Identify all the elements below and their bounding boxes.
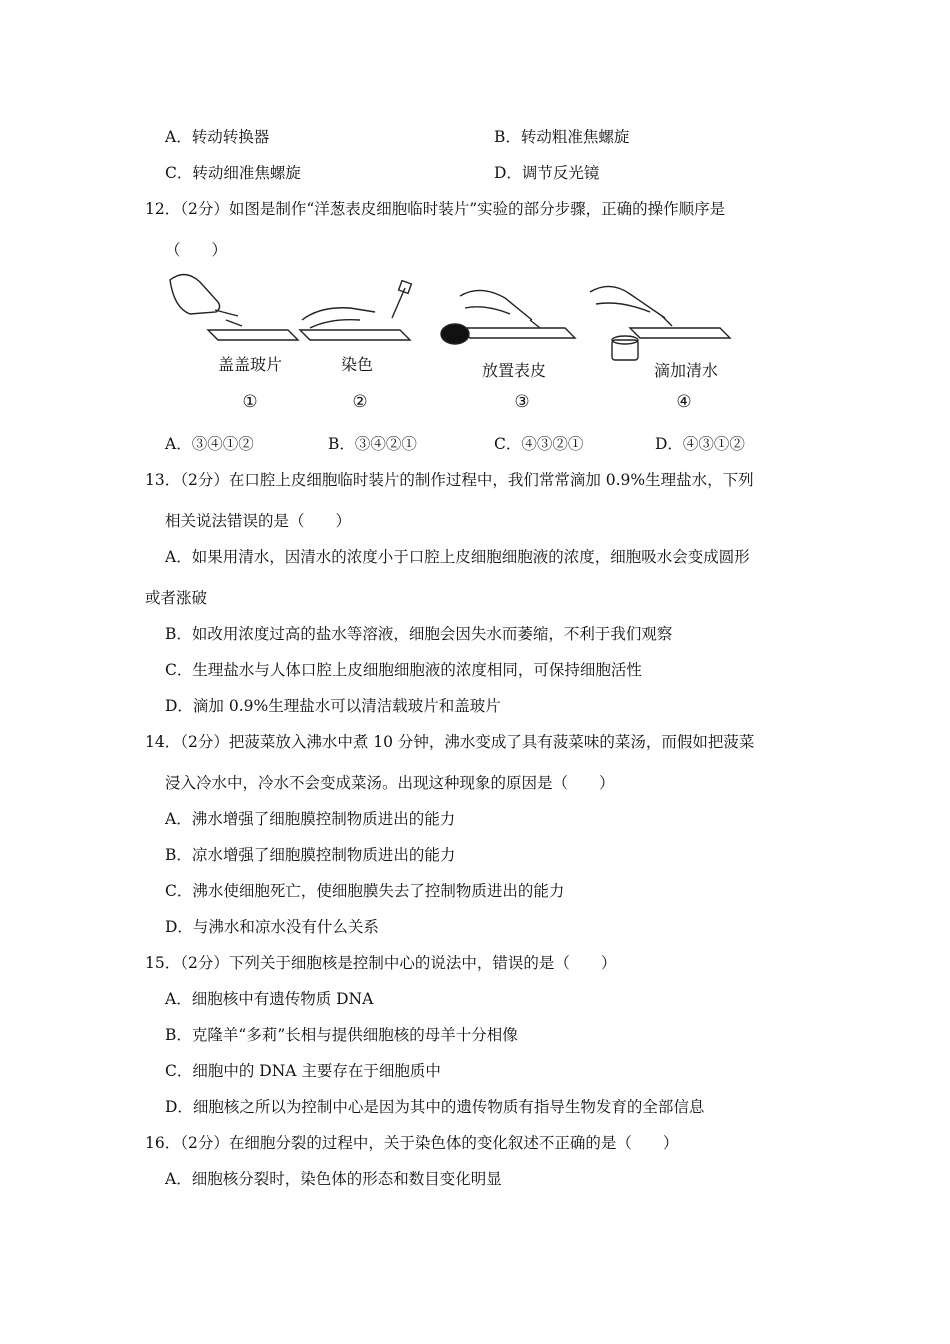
q12-figure xyxy=(160,268,760,416)
q13-option-a-line1: A．如果用清水，因清水的浓度小于口腔上皮细胞细胞液的浓度，细胞吸水会变成圆形 xyxy=(165,548,750,566)
q16-stem: 16．（2分）在细胞分裂的过程中，关于染色体的变化叙述不正确的是（ ） xyxy=(145,1134,679,1152)
q14-option-b: B．凉水增强了细胞膜控制物质进出的能力 xyxy=(165,846,456,864)
q13-option-a-line2: 或者涨破 xyxy=(145,589,208,607)
step-number-3: ③ xyxy=(514,392,530,412)
q12-option-b: B．③④②① xyxy=(328,435,417,453)
q13-stem-line1: 13．（2分）在口腔上皮细胞临时装片的制作过程中，我们常常滴加 0.9%生理盐水，下列 xyxy=(145,471,754,489)
q11-option-b: B．转动粗准焦螺旋 xyxy=(494,128,630,146)
q12-option-c: C．④③②① xyxy=(494,435,584,453)
q14-option-a: A．沸水增强了细胞膜控制物质进出的能力 xyxy=(165,810,456,828)
q14-option-c: C．沸水使细胞死亡，使细胞膜失去了控制物质进出的能力 xyxy=(165,882,565,900)
q14-stem-line2: 浸入冷水中，冷水不会变成菜汤。出现这种现象的原因是（ ） xyxy=(165,774,615,792)
q15-stem: 15．（2分）下列关于细胞核是控制中心的说法中，错误的是（ ） xyxy=(145,954,617,972)
q15-option-d: D．细胞核之所以为控制中心是因为其中的遗传物质有指导生物发育的全部信息 xyxy=(165,1098,705,1116)
q13-option-d: D．滴加 0.9%生理盐水可以清洁载玻片和盖玻片 xyxy=(165,697,501,715)
q12-option-a: A．③④①② xyxy=(165,435,254,453)
caption-place-epidermis: 放置表皮 xyxy=(481,361,546,380)
step-number-2: ② xyxy=(352,392,368,412)
q16-option-a: A．细胞核分裂时，染色体的形态和数目变化明显 xyxy=(165,1170,502,1188)
q14-stem-line1: 14．（2分）把菠菜放入沸水中煮 10 分钟，沸水变成了具有菠菜味的菜汤，而假如把菠菜 xyxy=(145,733,755,751)
q12-stem-line2: （ ） xyxy=(165,241,228,259)
q11-option-c: C．转动细准焦螺旋 xyxy=(165,164,301,182)
step-number-4: ④ xyxy=(676,392,692,412)
q15-option-c: C．细胞中的 DNA 主要存在于细胞质中 xyxy=(165,1062,441,1080)
caption-stain: 染色 xyxy=(340,355,373,374)
q12-option-d: D．④③①② xyxy=(655,435,745,453)
caption-cover-slip: 盖盖玻片 xyxy=(217,355,282,374)
q12-stem-line1: 12．（2分）如图是制作“洋葱表皮细胞临时装片”实验的部分步骤，正确的操作顺序是 xyxy=(145,200,726,218)
q15-option-a: A．细胞核中有遗传物质 DNA xyxy=(165,990,374,1008)
q14-option-d: D．与沸水和凉水没有什么关系 xyxy=(165,918,379,936)
q13-option-b: B．如改用浓度过高的盐水等溶液，细胞会因失水而萎缩，不利于我们观察 xyxy=(165,625,673,643)
q15-option-b: B．克隆羊“多莉”长相与提供细胞核的母羊十分相像 xyxy=(165,1026,518,1044)
step-number-1: ① xyxy=(242,392,258,412)
q11-option-a: A．转动转换器 xyxy=(165,128,270,146)
caption-add-water: 滴加清水 xyxy=(653,361,718,380)
q11-option-d: D．调节反光镜 xyxy=(494,164,600,182)
q13-stem-line2: 相关说法错误的是（ ） xyxy=(165,512,352,530)
q13-option-c: C．生理盐水与人体口腔上皮细胞细胞液的浓度相同，可保持细胞活性 xyxy=(165,661,642,679)
